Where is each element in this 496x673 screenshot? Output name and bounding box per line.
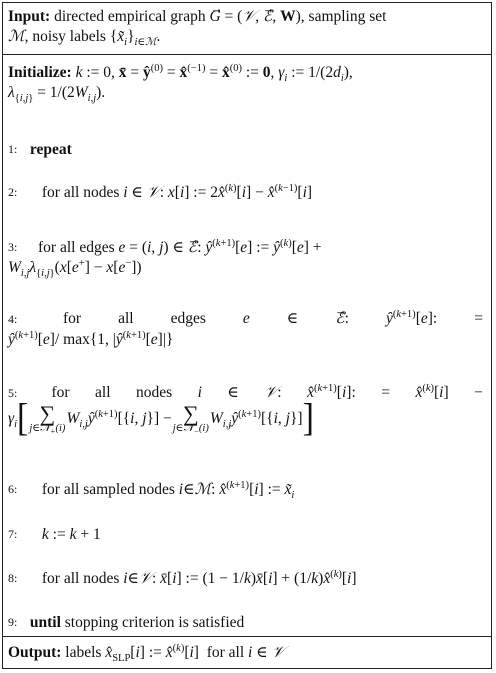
initialize-keyword: Initialize:	[8, 64, 72, 81]
step-7-number: 7:	[8, 527, 18, 541]
step-8-number: 8:	[8, 571, 18, 585]
initialize-line-1: Initialize: k := 0, x̄ = $ŷ^{(0)}$ = x̂$^{(-1)}$ = x̂$^{(0)}$ := 0, $\gamma_i$ := $1/(2d_i)$,	[8, 62, 353, 85]
initialize-section	[8, 63, 483, 103]
step-3-number: 3:	[8, 240, 18, 254]
algorithm-box	[2, 2, 492, 669]
divider-output	[3, 636, 491, 637]
output-keyword: Output:	[8, 644, 62, 661]
step-3-line-2: $W_{i,j}\lambda_{\{i,j\}}(x[e^+] - x[e^-])$	[8, 257, 142, 280]
input-line-2: ℳ, noisy labels $\{x̃_i\}_{i\in ℳ}$.	[8, 28, 161, 49]
output-section: Output: labels $x̂_{SLP}[i]$ := x̂$^{(k)}$[i] for all i ∈ 𝒱	[8, 642, 285, 665]
step-4-number: 4:	[8, 312, 18, 326]
input-keyword: Input:	[8, 8, 51, 25]
step-1-number: 1:	[8, 142, 18, 156]
input-text-1: directed empirical graph G⃗ = (𝒱, ℰ⃗, W), sampling set	[54, 8, 387, 25]
step-4-line-2: $ŷ^{(k+1)}[e]/$ max{1, $|ŷ^{(k+1)}[e]|$}	[8, 329, 174, 348]
step-8: 8: for all nodes i∈𝒱: x̄[i] := (1 − 1/k)x̄[i] + (1/k)x̂$^{(k)}$[i]	[8, 568, 357, 587]
step-9: 9: until stopping criterion is satisfied	[8, 614, 245, 631]
step-3-line-1: 3: for all edges e = (i, j) ∈ ℰ⃗: $ŷ^{(k+1)}[e]$ := $ŷ^{(k)}[e]$ +	[8, 237, 322, 256]
step-9-number: 9:	[8, 615, 18, 629]
step-5-number: 5:	[8, 386, 18, 400]
divider-input	[3, 54, 491, 55]
step-1	[8, 139, 483, 160]
step-2: 2: for all nodes i ∈ 𝒱: x[i] := 2x̂$^{(k)}$[i] − x̂$^{(k-1)}$[i]	[8, 182, 313, 201]
step-6: 6: for all sampled nodes i∈ℳ: x̂$^{(k+1)}$[i] := $x̃_i$	[8, 479, 295, 502]
step-2-number: 2:	[8, 185, 18, 199]
step-5-line-2: $\gamma_i$[ ∑ j∈𝒩$_+$(i) $W_{i,j}ŷ^{(k+1)}[\{i$, j}] − ∑ j∈𝒩$_-$(i) $W_{i,j}ŷ^{(k+1)}[\{i$, j}]]	[8, 397, 314, 440]
step-1-text: repeat	[29, 141, 72, 158]
input-section	[8, 7, 483, 47]
step-6-number: 6:	[8, 482, 18, 496]
step-7: 7: k := k + 1	[8, 526, 101, 543]
input-line-1	[8, 7, 483, 27]
step-5-line-1: 5: for all nodes i ∈ 𝒱: x̂$^{(k+1)}$[i]: = x̂$^{(k)}$[i] −	[8, 382, 483, 401]
step-4-line-1: 4: for all edges e ∈ ℰ⃗: $ŷ^{(k+1)}[e]$: =	[8, 308, 483, 327]
initialize-line-2: $\lambda_{\{i,j\}} = 1/(2W_{i,j})$.	[8, 84, 106, 105]
